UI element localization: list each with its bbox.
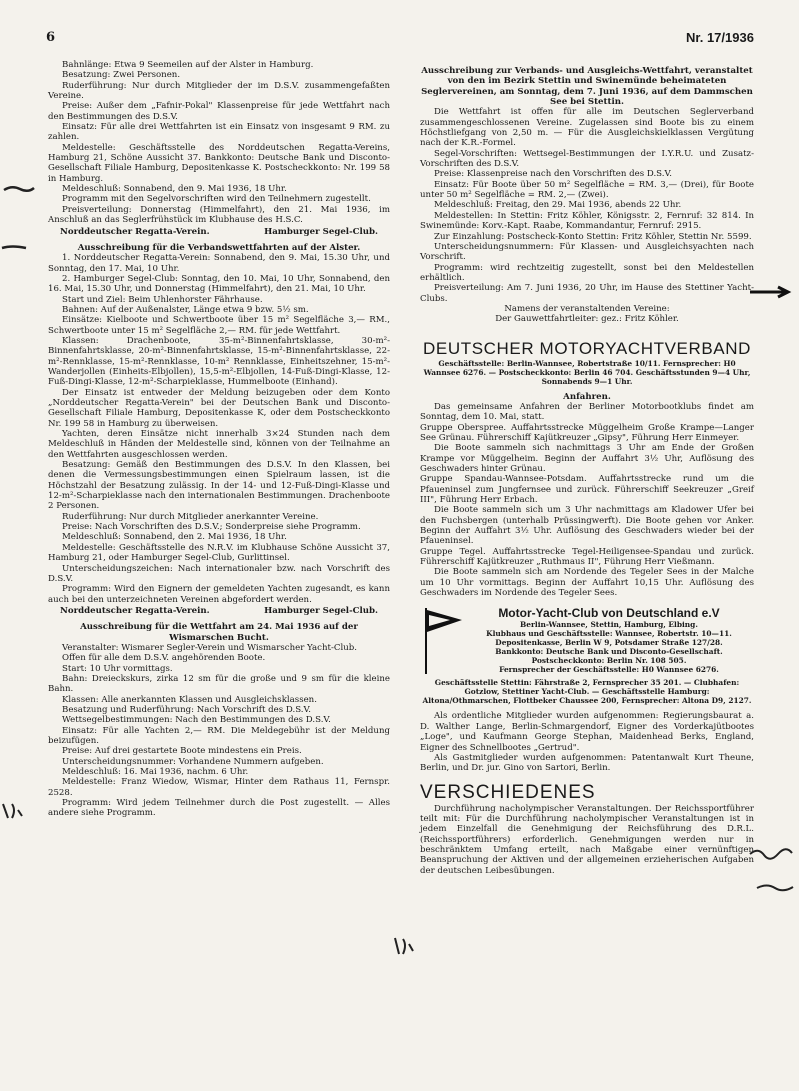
paragraph: Meldeschluß: 16. Mai 1936, nachm. 6 Uhr. — [62, 767, 249, 778]
paragraph: Als Gastmitglieder wurden aufgenommen: Patentanwalt Kurt Theune, Berlin, und Dr. jur. Gino von Sartori, Berlin. — [420, 752, 754, 774]
paragraph: Meldestelle: Geschäftsstelle des N.R.V. im Klubhause Schöne Aussicht 37, Hamburg 21, oder Hamburger Segel-Club, Gurlittinsel. — [48, 542, 390, 564]
paragraph: Bahnlänge: Etwa 9 Seemeilen auf der Alster in Hamburg. — [62, 60, 314, 70]
paragraph: Programm: Wird jedem Teilnehmer durch die Post zugestellt. — Alles andere siehe Programm. — [48, 798, 390, 819]
paragraph: Bahn: Dreieckskurs, zirka 12 sm für die große und 9 sm für die kleine Bahn. — [48, 673, 390, 695]
paragraph: Preise: Nach Vorschriften des D.S.V.; Sonderpreise siehe Programm. — [62, 522, 361, 533]
paragraph: Gruppe Tegel. Auffahrtsstrecke Tegel-Heiligensee-Spandau und zurück. Führerschiff Kajütkreuzer „Ruthmaus II", Führung Herr Vießmann. — [420, 546, 754, 568]
myc-line: Depositenkasse, Berlin W 9, Potsdamer Straße 127/28. — [495, 638, 723, 648]
club-signature: Hamburger Segel-Club. — [264, 605, 378, 616]
club-signature: Norddeutscher Regatta-Verein. — [60, 605, 210, 616]
paragraph: Die Boote sammeln sich am Nordende des Tegeler Sees in der Malche um 10 Uhr vormittags. Beginn der Auffahrt 10,15 Uhr. Auflösung des Geschwaders im Nordende des Tegeler Sees. — [420, 567, 754, 599]
club-pennant-icon — [420, 606, 464, 676]
margin-mark — [0, 242, 30, 254]
paragraph: Preise: Außer dem „Fafnir-Pokal" Klassenpreise für jede Wettfahrt nach den Bestimmungen des D.S.V. — [48, 101, 390, 122]
right-column — [420, 60, 754, 876]
paragraph: Namens der veranstaltenden Vereine: — [504, 303, 670, 314]
myc-line: Klubhaus und Geschäftsstelle: Wannsee, Robertstr. 10—11. — [486, 629, 732, 639]
paragraph: Unterscheidungszeichen: Nach internationaler bzw. nach Vorschrift des D.S.V. — [48, 563, 390, 584]
paragraph: Meldeschluß: Sonnabend, den 2. Mai 1936, 18 Uhr. — [62, 532, 287, 543]
paragraph: Unterscheidungsnummer: Vorhandene Nummern aufgeben. — [62, 756, 324, 767]
paragraph: Die Boote sammeln sich nachmittags 3 Uhr am Ende der Großen Krampe vor Müggelheim. Beginn der Auffahrt 3½ Uhr, Auflösung des Geschwaders hinter Grünau. — [420, 443, 754, 474]
paragraph: Der Einsatz ist entweder der Meldung beizugeben oder dem Konto „Norddeutscher Regatta-Verein" bei der Deutschen Bank und Disconto-Gesellschaft Filiale Hamburg, Depositenkasse K, oder dem Postscheckkonto Nr. 199 58 in Hamburg zu überweisen. — [48, 387, 390, 429]
motor-yacht-club-box — [420, 606, 754, 676]
club-signature: Hamburger Segel-Club. — [264, 226, 378, 237]
myc-line: Bankkonto: Deutsche Bank und Disconto-Gesellschaft. — [495, 647, 723, 657]
paragraph: Meldeschluß: Sonnabend, den 9. Mai 1936, 18 Uhr. — [62, 184, 287, 195]
paragraph: Meldestelle: Geschäftsstelle des Norddeutschen Regatta-Vereins, Hamburg 21, Schöne Aussicht 37. Bankkonto: Deutsche Bank und Disconto-Gesellschaft Filiale Hamburg, Depositenkasse K. Postscheckkonto: Nr. 199 58 in Hamburg. — [48, 142, 390, 184]
signature-line — [48, 227, 390, 237]
paragraph: Ruderführung: Nur durch Mitglieder der im D.S.V. zusammengefaßten Vereine. — [48, 80, 390, 102]
margin-mark — [392, 935, 418, 957]
paragraph: Gruppe Spandau-Wannsee-Potsdam. Auffahrtsstrecke rund um die Pfaueninsel zum Jungfernsee und zurück. Führerschiff Seekreuzer „Greif III", Führung Herr Erbach. — [420, 474, 754, 506]
paragraph: Preisverteilung: Am 7. Juni 1936, 20 Uhr, im Hause des Stettiner Yacht-Clubs. — [420, 283, 754, 304]
paragraph: Preise: Klassenpreise nach den Vorschriften des D.S.V. — [434, 169, 672, 180]
paragraph: 2. Hamburger Segel-Club: Sonntag, den 10. Mai, 10 Uhr, Sonnabend, den 16. Mai, 15.30 Uhr, und Donnerstag (Himmelfahrt), den 21. Mai, 10 Uhr. — [48, 273, 390, 295]
myc-line: Berlin-Wannsee, Stettin, Hamburg, Elbing. — [520, 620, 698, 630]
paragraph: Das gemeinsame Anfahren der Berliner Motorbootklubs findet am Sonntag, dem 10. Mai, statt. — [420, 401, 754, 423]
section-heading: Anfahren. — [563, 391, 611, 402]
paragraph: Preise: Auf drei gestartete Boote mindestens ein Preis. — [62, 746, 302, 757]
paragraph: Meldestellen: In Stettin: Fritz Köhler, Königsstr. 2, Fernruf: 32 814. In Swinemünde: Korv.-Kapt. Raabe, Kommandantur, Fernruf: 2915. — [420, 210, 754, 232]
margin-mark — [748, 845, 796, 863]
margin-mark — [755, 880, 795, 894]
paragraph: Einsatz: Für alle Yachten 2,— RM. Die Meldegebühr ist der Meldung beizufügen. — [48, 725, 390, 746]
paragraph: Meldeschluß: Freitag, den 29. Mai 1936, abends 22 Uhr. — [434, 200, 682, 211]
paragraph: Gruppe Oberspree. Auffahrtsstrecke Müggelheim Große Krampe—Langer See Grünau. Führerschiff Kajütkreuzer „Gipsy", Führung Herr Einmeyer. — [420, 422, 754, 443]
myc-footer: Geschäftsstelle Stettin: Fährstraße 2, Fernsprecher 35 201. — Clubhafen: Gotzlow, Stettiner Yacht-Club. — Geschäftsstelle Hamburg: Altona/Othmarschen, Flottbeker Chaussee 200, Fernsprecher: Altona D9, 2127. — [422, 678, 752, 706]
paragraph: Start: 10 Uhr vormittags. — [62, 663, 173, 674]
paragraph: Yachten, deren Einsätze nicht innerhalb 3×24 Stunden nach dem Meldeschluß in Händen der Meldestelle sind, können von der Teilnahme an den Wettfahrten ausgeschlossen werden. — [48, 429, 390, 460]
myc-line: Postscheckkonto: Berlin Nr. 108 505. — [531, 656, 687, 666]
paragraph: Programm mit den Segelvorschriften wird den Teilnehmern zugestellt. — [62, 194, 371, 205]
paragraph: Als ordentliche Mitglieder wurden aufgenommen: Regierungsbaurat a. D. Walther Lange, Berlin-Schmargendorf, Eigner des Vorderkajütbootes „Loge", und Kaufmann George Stephan, Maidenhead Berks, England, Eigner des Schnellbootes „Gertrud". — [420, 711, 754, 753]
margin-mark — [2, 183, 36, 195]
paragraph: Besatzung: Gemäß den Bestimmungen des D.S.V. In den Klassen, bei denen die Vermessungsbestimmungen einen Spielraum lassen, ist die Höchstzahl der Besatzung zulässig. In der 14- und 12-Fuß-Dingi-Klasse und 12-m²-Scharpieklasse nach den internationalen Bestimmungen. Drachenboote 2 Personen. — [48, 460, 390, 512]
paragraph: Unterscheidungsnummern: Für Klassen- und Ausgleichsyachten nach Vorschrift. — [420, 241, 754, 263]
margin-mark — [748, 285, 796, 299]
paragraph: Besatzung: Zwei Personen. — [62, 70, 181, 81]
margin-mark — [0, 800, 26, 822]
paragraph: Besatzung und Ruderführung: Nach Vorschrift des D.S.V. — [62, 704, 311, 715]
paragraph: Einsätze: Kielboote und Schwertboote über 15 m² Segelfläche 3,— RM., Schwertboote unter 15 m² Segelfläche 2,— RM. für jede Wettfahrt. — [48, 315, 390, 336]
paragraph: Die Boote sammeln sich um 3 Uhr nachmittags am Kladower Ufer bei den Fuchsbergen (unterhalb Prüssingwerft). Die Boote gehen vor Anker. Beginn der Auffahrt 3½ Uhr. Auflösung des Geschwaders wieder bei der Pfaueninsel. — [420, 505, 754, 547]
paragraph: Offen für alle dem D.S.V. angehörenden Boote. — [62, 653, 266, 664]
left-column — [48, 60, 390, 819]
paragraph: Bahnen: Auf der Außenalster, Länge etwa 9 bzw. 5½ sm. — [62, 304, 309, 315]
section-title: VERSCHIEDENES — [420, 781, 596, 803]
paragraph: Einsatz: Für alle drei Wettfahrten ist ein Einsatz von insgesamt 9 RM. zu zahlen. — [48, 122, 390, 143]
paragraph: Zur Einzahlung: Postscheck-Konto Stettin: Fritz Köhler, Stettin Nr. 5599. — [434, 231, 752, 242]
paragraph: Veranstalter: Wismarer Segler-Verein und Wismarscher Yacht-Club. — [62, 642, 357, 653]
section-heading: Ausschreibung für die Verbandswettfahrten auf der Alster. — [77, 242, 361, 253]
signature-line — [48, 606, 390, 616]
myc-title: Motor-Yacht-Club von Deutschland e.V — [498, 606, 720, 621]
issue-number: Nr. 17/1936 — [686, 30, 754, 45]
section-title: DEUTSCHER MOTORYACHTVERBAND — [423, 338, 751, 358]
paragraph: Einsatz: Für Boote über 50 m² Segelfläche = RM. 3,— (Drei), für Boote unter 50 m² Segelfläche = RM. 2,— (Zwei). — [420, 179, 754, 201]
paragraph: Durchführung nacholympischer Veranstaltungen. Der Reichssportführer teilt mit: Für die Durchführung nacholympischer Veranstaltungen ist in jedem Einzelfall die Genehmigung der Reichsführung des D.R.L. (Reichssportführers) erforderlich. Genehmigungen werden nur in beschränktem Umfang erteilt, nach Maßgabe einer vernünftigen Beanspruchung der Aktiven und der allgemeinen erzieherischen Aufgaben der deutschen Leibesübungen. — [420, 803, 754, 876]
paragraph: Programm: wird rechtzeitig zugestellt, sonst bei den Meldestellen erhältlich. — [420, 262, 754, 283]
myc-line: Fernsprecher der Geschäftsstelle: H0 Wannsee 6276. — [499, 665, 719, 675]
section-heading: Ausschreibung für die Wettfahrt am 24. Mai 1936 auf der Wismarschen Bucht. — [80, 622, 358, 643]
paragraph: Ruderführung: Nur durch Mitglieder anerkannter Vereine. — [62, 511, 319, 522]
paragraph: Der Gauwettfahrtleiter: gez.: Fritz Köhler. — [495, 314, 679, 325]
section-heading: Ausschreibung zur Verbands- und Ausgleichs-Wettfahrt, veranstaltet von den im Bezirk Stettin und Swinemünde beheimateten Seglervereinen, am Sonntag, dem 7. Juni 1936, auf dem Dammschen See bei Stettin. — [421, 66, 753, 108]
paragraph: Segel-Vorschriften: Wettsegel-Bestimmungen der I.Y.R.U. und Zusatz-Vorschriften des D.S.V. — [420, 148, 754, 170]
paragraph: Preisverteilung: Donnerstag (Himmelfahrt), den 21. Mai 1936, im Anschluß an das Seglerfrühstück im Klubhause des H.S.C. — [48, 204, 390, 226]
paragraph: Klassen: Drachenboote, 35-m²-Binnenfahrtsklasse, 30-m²-Binnenfahrtsklasse, 20-m²-Binnenfahrtsklasse, 15-m²-Binnenfahrtsklasse, 22-m²-Rennklasse, 15-m²-Rennklasse, 10-m² Rennklasse, Einheitszehner, 15-m²-Wanderjollen (Einheits-Elbjollen), 15,5-m²-Elbjollen, 14-Fuß-Dingi-Klasse, 12-Fuß-Dingi-Klasse, 12-m²-Scharpieklasse, Hummelboote (Einhand). — [48, 335, 390, 388]
paragraph: Klassen: Alle anerkannten Klassen und Ausgleichsklassen. — [62, 694, 317, 705]
paragraph: Meldestelle: Franz Wiedow, Wismar, Hinter dem Rathaus 11, Fernspr. 2528. — [48, 777, 390, 798]
paragraph: Die Wettfahrt ist offen für alle im Deutschen Seglerverband zusammengeschlossenen Vereine. Zugelassen sind Boote bis zu einem Höchstliefgang von 2,50 m. — Für die Ausgleichskielklassen Vergütung nach der K.R.-Formel. — [420, 107, 754, 149]
paragraph: Geschäftsstelle: Berlin-Wannsee, Robertstraße 10/11. Fernsprecher: H0 Wannsee 6276. — Postscheckkonto: Berlin 46 704. Geschäftsstunden 9—4 Uhr, Sonnabends 9—1 Uhr. — [423, 358, 751, 386]
club-signature: Norddeutscher Regatta-Verein. — [60, 226, 210, 237]
paragraph: Programm: Wird den Eignern der gemeldeten Yachten zugesandt, es kann auch bei den unterzeichneten Vereinen abgefordert werden. — [48, 584, 390, 605]
paragraph: Start und Ziel: Beim Uhlenhorster Fährhause. — [62, 294, 263, 305]
paragraph: 1. Norddeutscher Regatta-Verein: Sonnabend, den 9. Mai, 15.30 Uhr, und Sonntag, den 17. Mai, 10 Uhr. — [48, 253, 390, 274]
paragraph: Wettsegelbestimmungen: Nach den Bestimmungen des D.S.V. — [62, 715, 331, 726]
page-number: 6 — [46, 30, 56, 45]
